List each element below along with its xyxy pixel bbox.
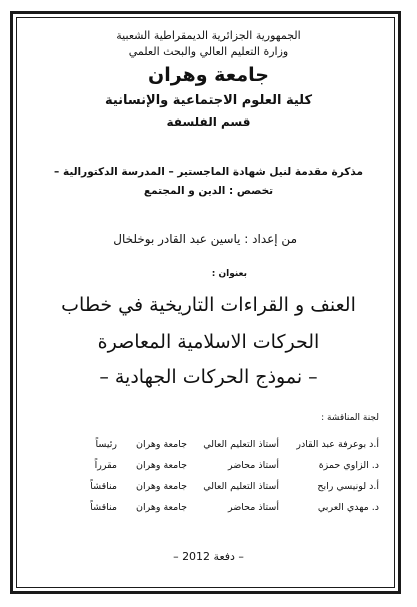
memo-description: مذكرة مقدمة لنيل شهادة الماجستير – المدرسة الدكتورالية – [54,166,363,178]
jury-member-rank: أستاذ التعليم العالي [203,481,279,492]
jury-member-institution: جامعة وهران [135,460,187,471]
jury-member-role: مناقشاً [90,481,117,492]
department-name: قسم الفلسفة [166,115,251,129]
jury-member-name: أ.د لونيسي رابح [317,481,379,492]
jury-member-institution: جامعة وهران [135,502,187,513]
jury-member-name: د. الزاوي حمزة [318,460,379,471]
jury-member-rank: أستاذ التعليم العالي [203,439,279,450]
jury-row [34,476,379,497]
jury-member-role: مناقشاً [90,502,117,513]
thesis-title-line-2: الحركات الاسلامية المعاصرة [97,331,320,353]
jury-row [34,497,379,518]
jury-member-rank: أستاذ محاضر [227,502,279,513]
jury-member-rank: أستاذ محاضر [227,460,279,471]
republic-header: الجمهورية الجزائرية الديمقراطية الشعبية [116,29,301,42]
thesis-title-line-3: – نموذج الحركات الجهادية – [99,366,318,388]
faculty-name: كلية العلوم الاجتماعية والإنسانية [104,93,313,108]
jury-member-name: أ.د بوعرفة عبد القادر [296,439,379,450]
specialization: تخصص : الدين و المجتمع [143,185,274,197]
jury-label: لجنة المناقشة : [321,413,379,423]
thesis-title-line-1: العنف و القراءات التاريخية في خطاب [61,294,356,316]
jury-member-role: مقرراً [94,460,117,471]
jury-table [34,434,379,518]
graduation-year: – دفعة 2012 – [173,550,244,563]
jury-member-institution: جامعة وهران [135,481,187,492]
title-label: بعنوان : [211,269,247,279]
jury-row [34,455,379,476]
author-line: من إعداد : ياسين عبد القادر بوخلخال [113,232,297,246]
jury-member-name: د. مهدي العربي [317,502,379,513]
ministry-header: وزارة التعليم العالي والبحث العلمي [128,45,289,58]
jury-row [34,434,379,455]
university-name: جامعة وهران [148,64,269,86]
jury-member-role: رئيساً [95,439,117,450]
jury-member-institution: جامعة وهران [135,439,187,450]
